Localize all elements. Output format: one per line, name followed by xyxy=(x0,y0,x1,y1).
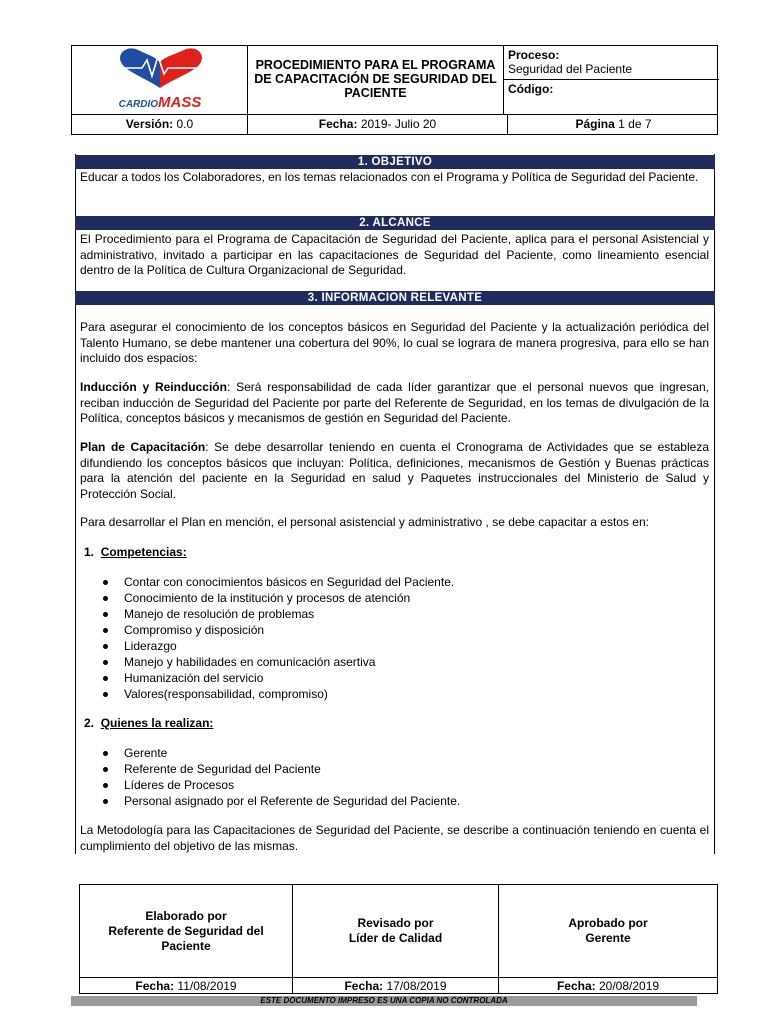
aprobado-cell: Aprobado por Gerente xyxy=(568,916,648,945)
fecha-elaborado xyxy=(80,977,293,994)
info-paragraph-1: Para asegurar el conocimiento de los conceptos básicos en Seguridad del Paciente y la actualización periódica del Talento Humano, se debe mantener una cobertura del 90%, lo cual se lograra de manera progresiva, para ello se han incluido dos espacios: xyxy=(80,320,709,365)
proceso-value: Seguridad del Paciente xyxy=(508,62,633,76)
responsable-item: Líderes de Procesos xyxy=(100,777,460,793)
fecha-aprobado-value: 20/08/2019 xyxy=(598,979,660,993)
plan-heading: Plan de Capacitación xyxy=(80,440,206,454)
fecha-elaborado-label: Fecha: xyxy=(135,979,175,993)
logo-text-left: CARDIO xyxy=(118,99,159,110)
responsable-item: Gerente xyxy=(100,745,460,761)
competencia-item: Manejo de resolución de problemas xyxy=(100,606,454,622)
fecha-value: 2019- Julio 20 xyxy=(360,117,437,131)
competencia-item: Valores(responsabilidad, compromiso) xyxy=(100,686,454,702)
proceso-label: Proceso: xyxy=(508,48,560,62)
proceso-cell xyxy=(504,46,719,80)
alcance-text: El Procedimiento para el Programa de Capacitación de Seguridad del Paciente, aplica para el personal Asistencial y administrativo, invitado a participar en las capacitaciones de Seguridad del Paciente, como lineamiento esencial dentro de la Política de Cultura Organizacional de Seguridad. xyxy=(80,232,709,277)
codigo-cell xyxy=(504,80,719,114)
logo xyxy=(72,46,248,114)
logo-text-right: MASS xyxy=(158,94,202,111)
pagina-value: 1 de 7 xyxy=(618,117,652,131)
codigo-label: Código: xyxy=(508,82,554,96)
fecha-label: Fecha: xyxy=(318,117,358,131)
uncontrolled-copy-banner: ESTE DOCUMENTO IMPRESO ES UNA COPIA NO CONTROLADA xyxy=(71,996,697,1006)
list-competencias-number: 1. xyxy=(84,545,95,559)
list-quienes-title: Quienes la realizan: xyxy=(100,716,214,730)
pagina-label: Página xyxy=(575,117,615,131)
closing-paragraph: La Metodología para las Capacitaciones de Seguridad del Paciente, se describe a continuación teniendo en cuenta el cumplimiento del objetivo de las mismas. xyxy=(80,823,709,853)
competencia-item: Manejo y habilidades en comunicación asertiva xyxy=(100,654,454,670)
elaborado-cell: Elaborado por Referente de Seguridad del Paciente xyxy=(80,885,293,977)
info-paragraph-4: Para desarrollar el Plan en mención, el personal asistencial y administrativo , se debe capacitar a estos en: xyxy=(80,515,649,529)
document-header xyxy=(71,45,718,135)
document-title: PROCEDIMIENTO PARA EL PROGRAMA DE CAPACITACIÓN DE SEGURIDAD DEL PACIENTE xyxy=(248,46,504,114)
list-competencias-heading xyxy=(84,545,187,559)
objetivo-text: Educar a todos los Colaboradores, en los temas relacionados con el Programa y Política de Seguridad del Paciente. xyxy=(80,170,699,184)
induccion-paragraph xyxy=(80,380,709,427)
version-value: 0.0 xyxy=(176,117,194,131)
section-info-title: 3. INFORMACION RELEVANTE xyxy=(75,291,715,305)
competencias-list xyxy=(100,574,454,702)
responsable-item: Referente de Seguridad del Paciente xyxy=(100,761,460,777)
list-competencias-title: Competencias: xyxy=(100,545,187,559)
competencia-item: Compromiso y disposición xyxy=(100,622,454,638)
competencia-item: Conocimiento de la institución y procesos de atención xyxy=(100,590,454,606)
section-alcance-title: 2. ALCANCE xyxy=(75,216,715,230)
fecha-elaborado-value: 11/08/2019 xyxy=(177,979,237,993)
approval-footer xyxy=(79,884,718,994)
quienes-list xyxy=(100,745,460,809)
competencia-item: Contar con conocimientos básicos en Seguridad del Paciente. xyxy=(100,574,454,590)
fecha-cell xyxy=(248,115,508,135)
pagina-cell xyxy=(508,115,719,135)
fecha-aprobado xyxy=(499,977,717,994)
induccion-heading: Inducción y Reinducción xyxy=(80,380,227,394)
fecha-revisado xyxy=(293,977,499,994)
revisado-cell: Revisado por Líder de Calidad xyxy=(293,885,499,977)
version-cell xyxy=(72,115,248,135)
header-meta-row xyxy=(72,114,717,135)
plan-text: : Se debe desarrollar teniendo en cuenta el Cronograma de Actividades que se estableza difundiendo los conceptos básicos que incluyan: Política, definiciones, mecanismos de Gestión y Buenas prácticas para la atención del paciente en la Seguridad en salud y Paquetes instruccionales del Ministerio de Salud y Protección Social. xyxy=(80,440,709,501)
list-quienes-number: 2. xyxy=(84,716,95,730)
fecha-revisado-value: 17/08/2019 xyxy=(383,979,447,993)
induccion-text: : Será responsabilidad de cada líder garantizar que el personal nuevos que ingresan, reciban inducción de Seguridad del Paciente por parte del Referente de Seguridad, en los temas de divulgación de la Política, conceptos básicos y mecanismos de gestión en Seguridad del Paciente. xyxy=(80,380,710,425)
fecha-aprobado-label: Fecha: xyxy=(556,979,596,993)
list-quienes-heading xyxy=(84,716,213,730)
competencia-item: Humanización del servicio xyxy=(100,670,454,686)
plan-paragraph xyxy=(80,440,709,502)
section-objetivo-title: 1. OBJETIVO xyxy=(75,155,715,169)
responsable-item: Personal asignado por el Referente de Seguridad del Paciente. xyxy=(100,793,460,809)
version-label: Versión: xyxy=(125,117,174,131)
competencia-item: Liderazgo xyxy=(100,638,454,654)
fecha-revisado-label: Fecha: xyxy=(344,979,384,993)
